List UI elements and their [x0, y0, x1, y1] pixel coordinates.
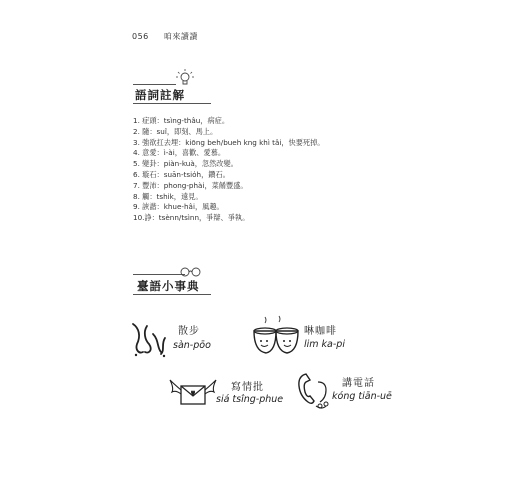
book-title: 咱來讀讀 [163, 32, 198, 41]
glossary-item: 7. 豐沛：phong-phài，菜餚豐盛。 [133, 180, 248, 190]
dictionary-title: 臺語小事典 [137, 279, 200, 293]
glossary-title: 語詞註解 [135, 88, 185, 102]
glossary-title-rule [133, 84, 176, 85]
entry-han: 寫情批 [231, 382, 264, 393]
running-header [132, 31, 198, 42]
glossary-list [133, 116, 324, 224]
entry-han: 散步 [178, 326, 200, 337]
entry-roman: lim ka-pi [304, 339, 345, 350]
glossary-title-underline [133, 103, 211, 104]
glasses-icon [180, 266, 202, 278]
dictionary-title-rule [133, 274, 185, 275]
glossary-item: 10.諍：tsènn/tsìnn，爭辯、爭執。 [133, 213, 250, 223]
entry-han: 講電話 [342, 378, 375, 389]
entry-roman: siá tsîng-phue [216, 394, 284, 405]
lightbulb-icon [174, 68, 196, 88]
glossary-item: 9. 詼諧：khue-hâi，風趣。 [133, 202, 224, 212]
glossary-item: 4. 意愛：ì-ài，喜歡、愛慕。 [133, 148, 226, 158]
telephone-icon [296, 370, 334, 412]
glossary-item: 3. 強欲扛去埋：kiōng beh/bueh kng khì tâi，快要死掉。 [133, 137, 325, 147]
dictionary-title-underline [133, 294, 211, 295]
page-number: 056 [132, 32, 149, 41]
entry-han: 啉咖啡 [304, 326, 337, 337]
coffee-cups-icon [251, 313, 301, 357]
winged-letter-icon [168, 376, 218, 410]
glossary-item: 5. 變卦：piàn-kuà，忽然改變。 [133, 159, 238, 169]
walking-feet-icon [127, 320, 171, 360]
glossary-item: 2. 隨：suî，即刻、馬上。 [133, 126, 218, 136]
entry-roman: kóng tiān-uē [332, 391, 392, 402]
glossary-item: 1. 症頭：tsìng-thâu，病症。 [133, 116, 230, 125]
entry-roman: sàn-pōo [173, 340, 211, 351]
glossary-item: 8. 觸：tshik，遠見。 [133, 191, 203, 201]
glossary-item: 6. 璇石：suān-tsio̍h，鑽石。 [133, 169, 230, 179]
